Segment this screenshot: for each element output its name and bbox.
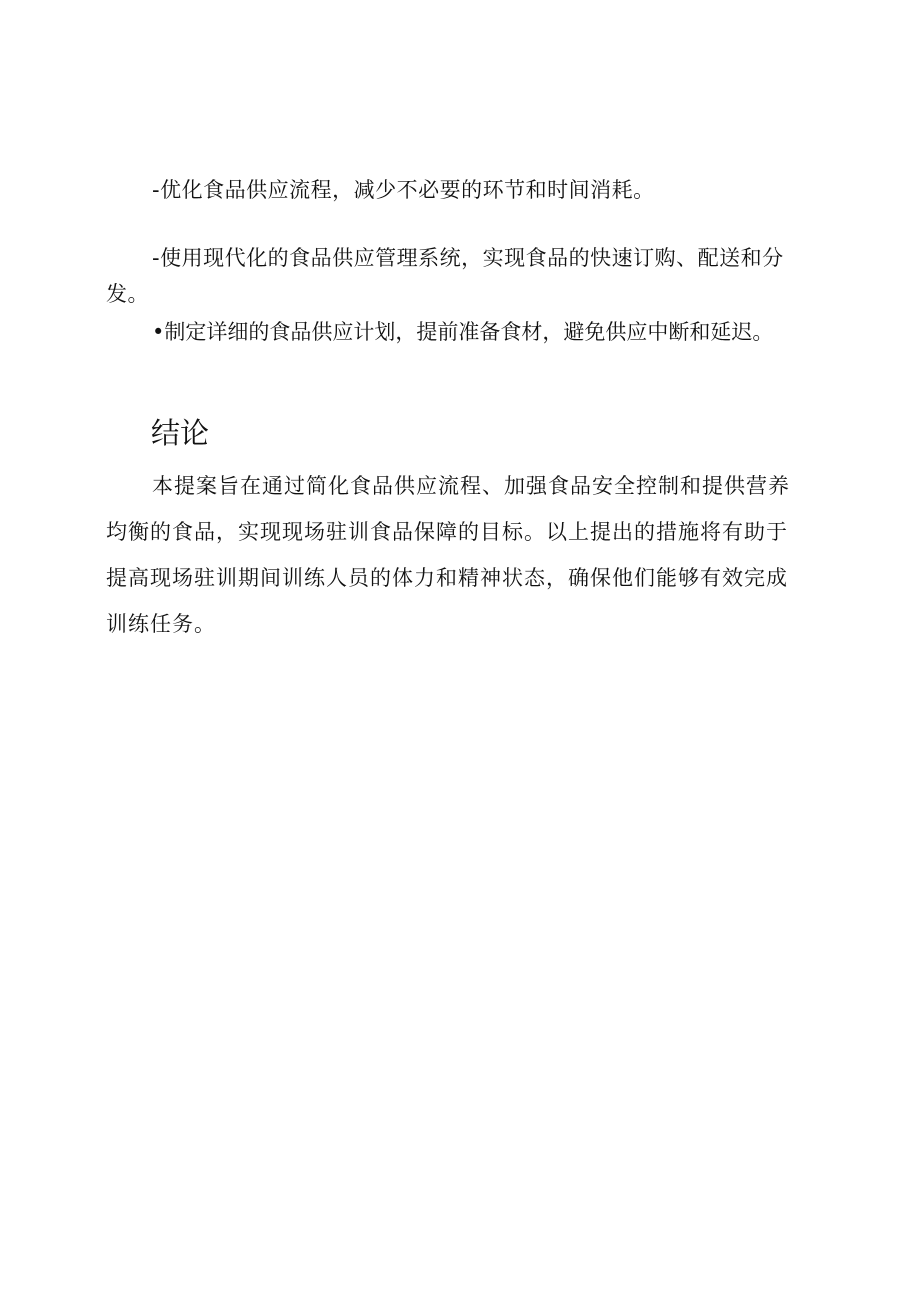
- list-item-optimize-process: -优化食品供应流程，减少不必要的环节和时间消耗。: [152, 178, 655, 202]
- section-heading-conclusion: 结论: [151, 416, 210, 450]
- conclusion-paragraph: 本提案旨在通过简化食品供应流程、加强食品安全控制和提供营养均衡的食品，实现现场驻训食品保障的目标。以上提出的措施将有助于提高现场驻训期间训练人员的体力和精神状态，确保他们能够有效完成训练任务。: [106, 474, 790, 636]
- list-item-management-system: -使用现代化的食品供应管理系统，实现食品的快速订购、配送和分发。: [106, 246, 784, 306]
- list-item-supply-plan: •制定详细的食品供应计划，提前准备食材，避免供应中断和延迟。: [152, 320, 774, 344]
